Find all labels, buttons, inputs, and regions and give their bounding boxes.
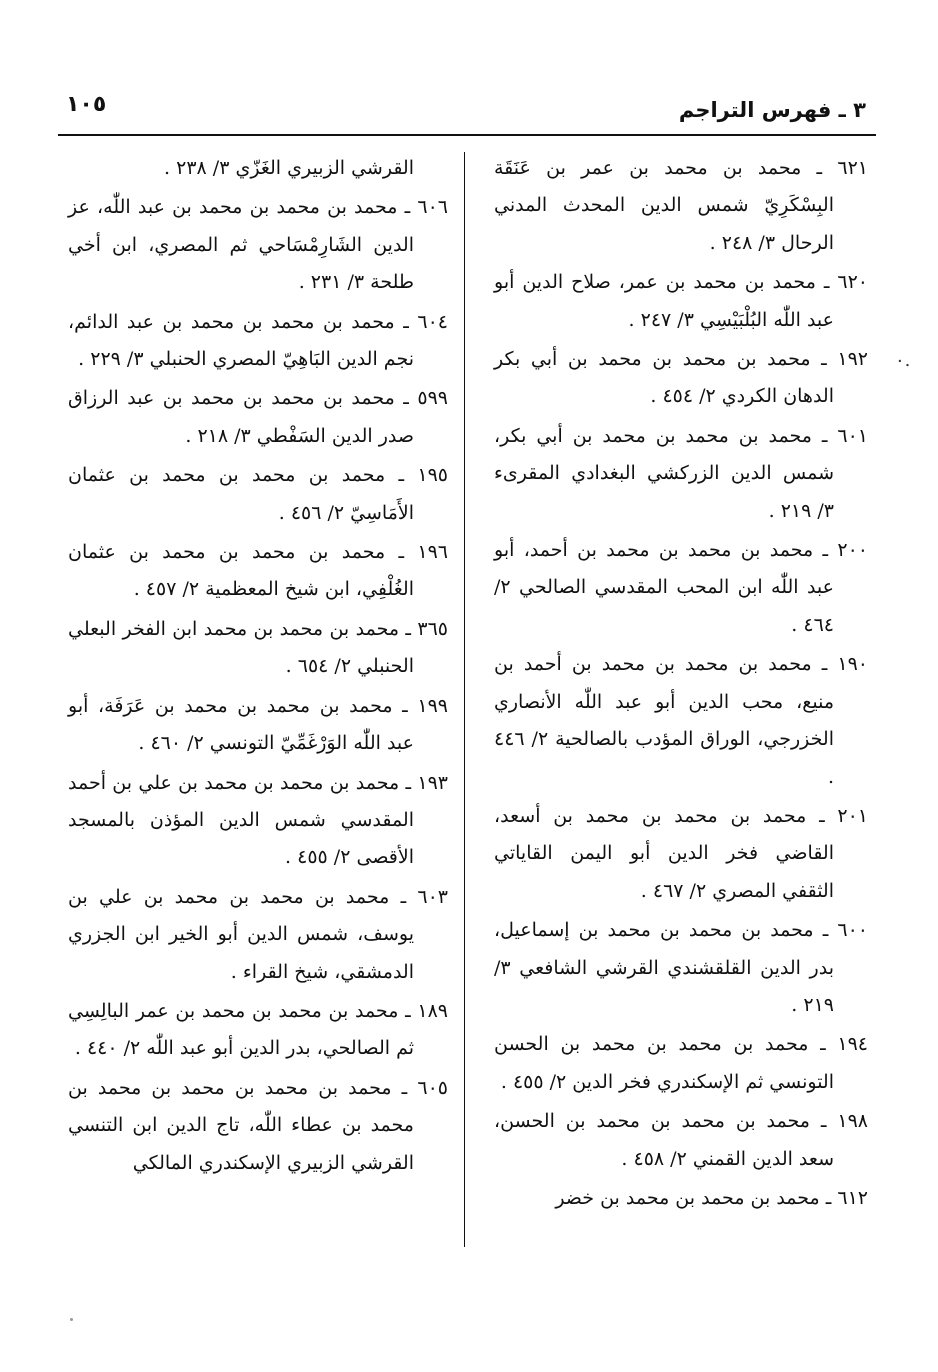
index-entry: ٦٠٦ ـ محمد بن محمد بن محمد بن عبد اللّٰه، عز الدين الشَارِمْسَاحي ثم المصري، ابن أخي طلحة ٣/ ٢٣١ . bbox=[68, 196, 448, 294]
index-entry: ٦١٢ ـ محمد بن محمد بن محمد بن خضر bbox=[555, 1186, 868, 1209]
index-entry: ١٩٦ ـ محمد بن محمد بن محمد بن عثمان الغُلْفِي، ابن شيخ المعظمية ٢/ ٤٥٧ . bbox=[68, 541, 448, 601]
index-entry: ١٩٥ ـ محمد بن محمد بن محمد بن عثمان الأَمَاسِيّ ٢/ ٤٥٦ . bbox=[68, 464, 448, 524]
index-entry: ١٩٠ ـ محمد بن محمد بن محمد بن أحمد بن منيع، محب الدين أبو عبد اللّٰه الأنصاري الخزرجي، الوراق المؤدب بالصالحية ٢/ ٤٤٦ . bbox=[494, 653, 868, 788]
index-entry: ٦٢٠ ـ محمد بن محمد بن عمر، صلاح الدين أبو عبد اللّٰه البُلْبَيْسِي ٣/ ٢٤٧ . bbox=[494, 271, 868, 331]
index-entry-continuation: القرشي الزبيري الغَزّي ٣/ ٢٣٨ . bbox=[164, 157, 414, 179]
page-number: ١٠٥ bbox=[66, 92, 107, 117]
index-entry: ١٨٩ ـ محمد بن محمد بن محمد بن عمر البالِسِي ثم الصالحي، بدر الدين أبو عبد اللّٰه ٢/ ٤٤٠ . bbox=[68, 999, 448, 1060]
index-entry: ١٩٣ ـ محمد بن محمد بن محمد بن علي بن أحمد المقدسي شمس الدين المؤذن بالمسجد الأقصى ٢/ ٤٥٥ . bbox=[68, 771, 448, 869]
right-column bbox=[494, 150, 868, 1219]
index-entry: ٦٠٣ ـ محمد بن محمد بن محمد بن علي بن يوسف، شمس الدين أبو الخير ابن الجزري الدمشقي، شيخ القراء . bbox=[68, 885, 448, 983]
running-header-title: ٣ ـ فهرس التراجم bbox=[678, 98, 866, 122]
index-entry: ٦٢١ ـ محمد بن محمد بن عمر بن عَنَقَة البِسْكَرِيّ شمس الدين المحدث المدني الرحال ٣/ ٢٤٨ . bbox=[494, 157, 868, 254]
index-entry: ١٩٢ ـ محمد بن محمد بن محمد بن أبي بكر الدهان الكردي ٢/ ٤٥٤ . bbox=[494, 348, 868, 408]
index-entry: ٣٦٥ ـ محمد بن محمد بن محمد ابن الفخر البعلي الحنبلي ٢/ ٦٥٤ . bbox=[68, 617, 448, 678]
index-entry: ٦٠٤ ـ محمد بن محمد بن محمد بن عبد الدائم، نجم الدين البَاهِيّ المصري الحنبلي ٣/ ٢٢٩ . bbox=[68, 310, 448, 371]
index-entry: ٥٩٩ ـ محمد بن محمد بن محمد بن عبد الرزاق صدر الدين السَفْطي ٣/ ٢١٨ . bbox=[68, 387, 448, 447]
index-entry: ١٩٤ ـ محمد بن محمد بن محمد بن الحسن التونسي ثم الإسكندري فخر الدين ٢/ ٤٥٥ . bbox=[494, 1033, 868, 1093]
header-rule bbox=[58, 134, 876, 136]
margin-mark: ٠. bbox=[895, 350, 911, 371]
index-entry: ١٩٨ ـ محمد بن محمد بن محمد بن الحسن، سعد الدين القمني ٢/ ٤٥٨ . bbox=[494, 1110, 868, 1170]
left-column bbox=[68, 150, 448, 1184]
index-entry: ٦٠٠ ـ محمد بن محمد بن محمد بن إسماعيل، بدر الدين القلقشندي القرشي الشافعي ٣/ ٢١٩ . bbox=[494, 919, 868, 1016]
index-entry: ٦٠١ ـ محمد بن محمد بن محمد بن أبي بكر، شمس الدين الزركشي البغدادي المقرىء ٣/ ٢١٩ . bbox=[494, 424, 868, 522]
index-entry: ٢٠٠ ـ محمد بن محمد بن محمد بن أحمد، أبو عبد اللّٰه ابن المحب المقدسي الصالحي ٢/ ٤٦٤ . bbox=[494, 539, 868, 636]
index-entry: ٢٠١ ـ محمد بن محمد بن محمد بن أسعد، القاضي فخر الدين أبو اليمن القاياتي الثقفي المصري ٢/ ٤٦٧ . bbox=[494, 804, 868, 902]
index-entry: ١٩٩ ـ محمد بن محمد بن محمد بن عَرَفَة، أبو عبد اللّٰه الوَرْغَمِّيّ التونسي ٢/ ٤٦٠ . bbox=[68, 694, 448, 755]
index-entry: ٦٠٥ ـ محمد بن محمد بن محمد بن محمد بن محمد بن عطاء اللّٰه، تاج الدين ابن التنسي القرشي الزبيري الإسكندري المالكي bbox=[68, 1076, 448, 1174]
scan-speck bbox=[70, 1318, 73, 1321]
column-divider bbox=[464, 152, 465, 1247]
